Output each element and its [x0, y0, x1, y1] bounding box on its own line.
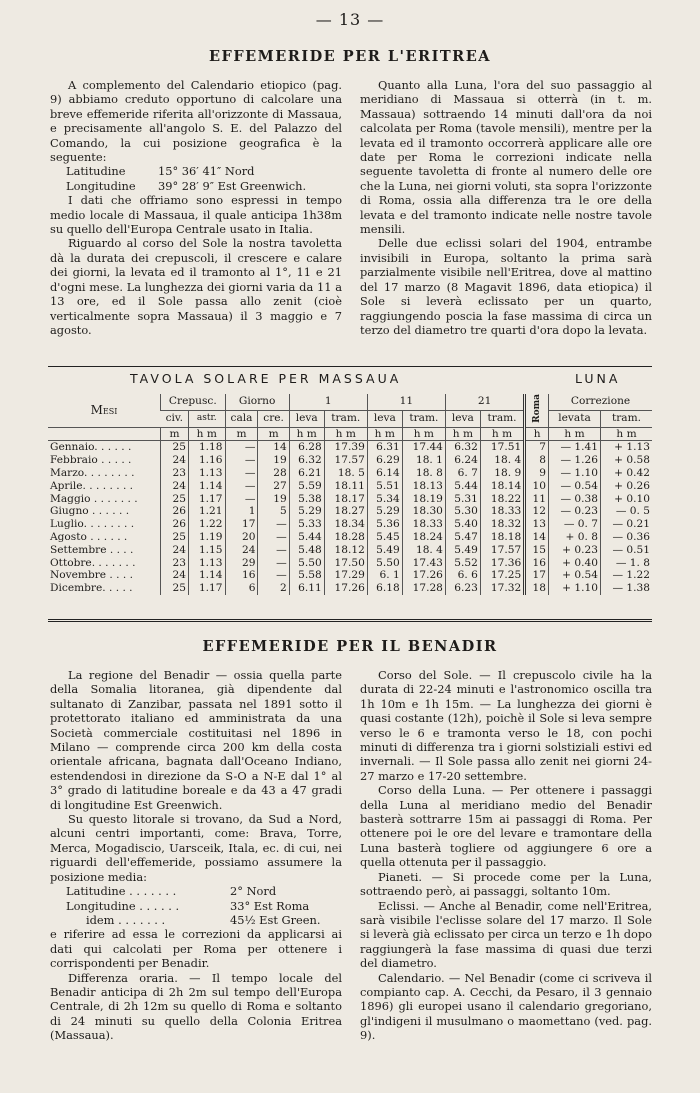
- cell-astr: 1.19: [189, 531, 226, 544]
- table-row: [48, 467, 652, 480]
- benadir-moon-paragraph: Corso della Luna. — Per ottenere i passaggi della Luna al meridiano medio del Benadir basterà sottrarre 15m ai passaggi di Roma. Per ottenere poi le ore del levare e tramontare della Luna basterà togliere od aggiungere 6 ore a quella ottenuta per il passaggio.: [360, 783, 652, 870]
- cell-cala: —: [225, 467, 258, 480]
- cell-civ: 24: [161, 454, 189, 467]
- cell-cala: —: [225, 493, 258, 506]
- cell-cala: 17: [225, 518, 258, 531]
- benadir-planets-paragraph: Pianeti. — Si procede come per la Luna, sottraendo però, ai passaggi, soltanto 10m.: [360, 869, 652, 899]
- cell-t21: 18.33: [480, 505, 524, 518]
- col-levata: levata: [549, 410, 601, 427]
- cell-l11: 6.18: [367, 582, 402, 595]
- table-row: [48, 480, 652, 493]
- cell-lev: + 0. 8: [549, 531, 601, 544]
- cell-tra: — 0.36: [601, 531, 653, 544]
- cell-lev: — 0. 7: [549, 518, 601, 531]
- cell-l1: 6.21: [289, 467, 324, 480]
- table-row: [48, 441, 652, 454]
- cell-t11: 18.30: [402, 505, 445, 518]
- cell-l1: 5.29: [289, 505, 324, 518]
- cell-l11: 6. 1: [367, 569, 402, 582]
- benadir-region-paragraph: La regione del Benadir — ossia quella parte della Somalia litoranea, già dipendente dal sultanato di Zanzibar, passata nel 1891 sotto il protettorato italiano ed amministrata da una Società commerciale costituitasi nel 1896 in Milano — comprende circa 200 km della costa orientale africana, bagnata dall'Oceano Indiano, estendendosi in direzione da S-O a N-E dal 1° al 3° grado di latitudine boreale e da 43 a 47 gradi di longitudine Est Greenwich.: [50, 668, 342, 812]
- cell-civ: 25: [161, 441, 189, 454]
- cell-lev: — 0.54: [549, 480, 601, 493]
- cell-roma: 15: [525, 544, 549, 557]
- col-tram-21: tram.: [480, 410, 524, 427]
- cell-l11: 5.51: [367, 480, 402, 493]
- cell-lev: — 1.26: [549, 454, 601, 467]
- eritrea-right-column: [360, 78, 652, 337]
- cell-cre: 5: [258, 505, 289, 518]
- table-top-rule: [48, 366, 652, 367]
- cell-civ: 24: [161, 569, 189, 582]
- cell-mese: Gennaio. . . . . .: [50, 441, 132, 454]
- col-tram-11: tram.: [402, 410, 445, 427]
- cell-l1: 5.33: [289, 518, 324, 531]
- cell-l21: 5.52: [445, 557, 480, 570]
- cell-lev: + 1.10: [549, 582, 601, 595]
- cell-l1: 5.44: [289, 531, 324, 544]
- solar-table-body: [48, 441, 652, 595]
- cell-roma: 8: [525, 454, 549, 467]
- col-day-11: 11: [367, 394, 445, 410]
- cell-t1: 17.50: [324, 557, 367, 570]
- cell-l11: 5.50: [367, 557, 402, 570]
- cell-t1: 18.27: [324, 505, 367, 518]
- cell-l21: 6. 6: [445, 569, 480, 582]
- cell-civ: 25: [161, 531, 189, 544]
- cell-cala: —: [225, 480, 258, 493]
- cell-lev: + 0.23: [549, 544, 601, 557]
- cell-l21: 5.40: [445, 518, 480, 531]
- cell-lev: — 0.38: [549, 493, 601, 506]
- benadir-title: EFFEMERIDE PER IL BENADIR: [202, 638, 498, 655]
- eritrea-left-column: [50, 78, 342, 337]
- table-row: [48, 544, 652, 557]
- cell-roma: 12: [525, 505, 549, 518]
- cell-cala: 16: [225, 569, 258, 582]
- cell-l1: 6.32: [289, 454, 324, 467]
- col-mesi: Mesi: [48, 394, 161, 427]
- cell-civ: 24: [161, 480, 189, 493]
- cell-t1: 18.12: [324, 544, 367, 557]
- cell-t1: 18.34: [324, 518, 367, 531]
- col-leva-1: leva: [289, 410, 324, 427]
- solar-table: Mesi Crepusc. Giorno 1 11 21 Roma Correzione civ. astr. cala cre. leva tram. leva tram. leva tram. levata tram. m h m m m h m h m h m h m h m h m h h m h m Gennaio. . . . . . 25 1.18 — 14 6.28 17.39 6.31 17.44 6.32 17.51 7 — 1.41 + 1.13 Febbraio . . . . . 24 1.16 — 19 6.32 17.57 6.29 18. 1 6.24 18. 4 8 — 1.26 + 0.58 Marzo. . . . . . . . 23 1.13 — 28 6.21 18. 5 6.14 18. 8 6. 7 18. 9 9 — 1.10 + 0.42 Aprile. . . . . . . . 24 1.14 — 27 5.59 18.11 5.51 18.13 5.44 18.14 10 — 0.54 + 0.26 Maggio . . . . . . . 25 1.17 — 19 5.38 18.17 5.34 18.19 5.31 18.22 11 — 0.38 + 0.10 Giugno . . . . . . 26 1.21 1 5 5.29 18.27 5.29 18.30 5.30 18.33 12 — 0.23 — 0. 5 Luglio. . . . . . . . 26 1.22 17 — 5.33 18.34 5.36 18.33 5.40 18.32 13 — 0. 7 — 0.21 Agosto . . . . . . 25 1.19 20 — 5.44 18.28 5.45 18.24 5.47 18.18 14 + 0. 8 — 0.36 Settembre . . . . 24 1.15 24 — 5.48 18.12 5.49 18. 4 5.49 17.57 15 + 0.23 — 0.51 Ottobre. . . . . . . 23 1.13 29 — 5.50 17.50 5.50 17.43 5.52 17.36 16 + 0.40 — 1. 8 Novembre . . . . 24 1.14 16 — 5.58 17.29 6. 1 17.26 6. 6 17.25 17 + 0.54 — 1.22 Dicembre. . . . . 25 1.17 6 2 6.11 17.26 6.18 17.28 6.23 17.32 18 + 1.10 — 1.38: [50, 394, 650, 595]
- table-title-moon: LUNA: [575, 371, 621, 386]
- cell-t21: 18.32: [480, 518, 524, 531]
- cell-civ: 24: [161, 544, 189, 557]
- cell-l1: 5.38: [289, 493, 324, 506]
- cell-cre: —: [258, 544, 289, 557]
- cell-t1: 17.57: [324, 454, 367, 467]
- cell-civ: 25: [161, 582, 189, 595]
- eritrea-eclipse-paragraph: Delle due eclissi solari del 1904, entrambe invisibili in Europa, soltanto la prima sarà parzialmente visibile nell'Eritrea, dove al mattino del 17 marzo (8 Magavit 1896, data etiopica) il Sole si leverà eclissato per un quarto, raggiungendo poscia la fase massima di circa un terzo del diametro tre quarti d'ora dopo la levata.: [360, 236, 652, 337]
- table-title-sun: TAVOLA SOLARE PER MASSAUA: [130, 371, 402, 386]
- cell-astr: 1.13: [189, 467, 226, 480]
- table-row: [48, 569, 652, 582]
- cell-cre: —: [258, 531, 289, 544]
- cell-tra: + 0.58: [601, 454, 653, 467]
- cell-cre: 2: [258, 582, 289, 595]
- cell-t21: 18.14: [480, 480, 524, 493]
- cell-mese: Maggio . . . . . . .: [50, 492, 138, 505]
- cell-roma: 7: [525, 441, 549, 454]
- cell-tra: + 0.42: [601, 467, 653, 480]
- benadir-left-column: [50, 668, 342, 1043]
- col-astr: astr.: [189, 410, 226, 427]
- cell-tra: — 1.38: [601, 582, 653, 595]
- cell-mese: Febbraio . . . . .: [50, 454, 132, 467]
- cell-mese: Ottobre. . . . . . .: [50, 556, 136, 569]
- cell-civ: 26: [161, 518, 189, 531]
- cell-tra: — 0.21: [601, 518, 653, 531]
- cell-cre: —: [258, 569, 289, 582]
- col-civ: civ.: [161, 410, 189, 427]
- cell-t21: 17.51: [480, 441, 524, 454]
- cell-roma: 10: [525, 480, 549, 493]
- cell-t11: 17.44: [402, 441, 445, 454]
- cell-t21: 17.32: [480, 582, 524, 595]
- col-giorno: Giorno: [225, 394, 289, 410]
- table-row: [48, 454, 652, 467]
- benadir-correction-paragraph: e riferire ad essa le correzioni da applicarsi ai dati qui calcolati per Roma per ottenere i corrispondenti per Benadir.: [50, 927, 342, 971]
- col-day-1: 1: [289, 394, 367, 410]
- cell-cre: 19: [258, 493, 289, 506]
- cell-t21: 18.18: [480, 531, 524, 544]
- cell-l11: 6.31: [367, 441, 402, 454]
- cell-astr: 1.14: [189, 480, 226, 493]
- cell-l21: 5.44: [445, 480, 480, 493]
- cell-t1: 18.28: [324, 531, 367, 544]
- cell-t11: 18.33: [402, 518, 445, 531]
- cell-astr: 1.22: [189, 518, 226, 531]
- eritrea-intro-paragraph: A complemento del Calendario etiopico (pag. 9) abbiamo creduto opportuno di calcolare una breve effemeride riferita all'orizzonte di Massaua, e precisamente all'angolo S. E. del Palazzo del Comando, la cui posizione geografica è la seguente:: [50, 78, 342, 165]
- cell-cre: 27: [258, 480, 289, 493]
- cell-l21: 5.30: [445, 505, 480, 518]
- cell-l11: 5.29: [367, 505, 402, 518]
- cell-t1: 18. 5: [324, 467, 367, 480]
- cell-civ: 25: [161, 493, 189, 506]
- cell-roma: 14: [525, 531, 549, 544]
- cell-cala: 1: [225, 505, 258, 518]
- cell-astr: 1.14: [189, 569, 226, 582]
- cell-l21: 5.31: [445, 493, 480, 506]
- cell-t1: 18.11: [324, 480, 367, 493]
- benadir-sun-paragraph: Corso del Sole. — Il crepuscolo civile ha la durata di 22-24 minuti e l'astronomico oscilla tra 1h 10m e 1h 15m. — La lunghezza dei giorni è quasi costante (12h), poichè il Sole si leva sempre verso le 6 e tramonta verso le 18, con pochi minuti di differenza tra i giorni solstiziali estivi ed invernali. — Il Sole passa allo zenit nei giorni 24-27 marzo e 17-20 settembre.: [360, 668, 652, 783]
- cell-tra: + 0.10: [601, 493, 653, 506]
- cell-l11: 6.29: [367, 454, 402, 467]
- col-cre: cre.: [258, 410, 289, 427]
- cell-roma: 18: [525, 582, 549, 595]
- cell-mese: Marzo. . . . . . . .: [50, 467, 135, 480]
- cell-l21: 6.23: [445, 582, 480, 595]
- cell-tra: + 0.26: [601, 480, 653, 493]
- table-row: [48, 557, 652, 570]
- table-row: [48, 493, 652, 506]
- col-day-21: 21: [445, 394, 524, 410]
- cell-cre: 14: [258, 441, 289, 454]
- cell-cre: 28: [258, 467, 289, 480]
- cell-tra: — 0. 5: [601, 505, 653, 518]
- cell-astr: 1.15: [189, 544, 226, 557]
- cell-t21: 18.22: [480, 493, 524, 506]
- cell-mese: Aprile. . . . . . . .: [50, 479, 134, 492]
- page-number: — 13 —: [315, 10, 385, 29]
- cell-t11: 18. 8: [402, 467, 445, 480]
- cell-t11: 18. 4: [402, 544, 445, 557]
- table-row: [48, 505, 652, 518]
- table-row: [48, 518, 652, 531]
- cell-t11: 18.13: [402, 480, 445, 493]
- benadir-longitude: Longitudine . . . . . . 33° Est Roma: [66, 898, 310, 913]
- cell-astr: 1.17: [189, 582, 226, 595]
- cell-cala: —: [225, 441, 258, 454]
- cell-civ: 26: [161, 505, 189, 518]
- cell-t11: 18.24: [402, 531, 445, 544]
- cell-t1: 17.26: [324, 582, 367, 595]
- cell-cre: —: [258, 557, 289, 570]
- eritrea-moon-paragraph: Quanto alla Luna, l'ora del suo passaggio al meridiano di Massaua si otterrà (in t. m. Massaua) sottraendo 14 minuti dall'ora da noi calcolata per Roma (tavole mensili), mentre per la levata ed il tramonto occorrerà applicare alle ore date per Roma le correzioni indicate nella seguente tavoletta di fronte al numero delle ore che la Luna, nei giorni voluti, sta sopra l'orizzonte di Roma, ossia alla differenza tra le ore della levata e del tramonto indicate nelle nostre tavole mensili.: [360, 78, 652, 237]
- col-leva-21: leva: [445, 410, 480, 427]
- benadir-eclipse-paragraph: Eclissi. — Anche al Benadir, come nell'Eritrea, sarà visibile l'eclisse solare del 17 marzo. Il Sole si leverà già eclissato per circa un terzo e 1h dopo raggiungerà la fase massima di quasi due terzi del diametro.: [360, 898, 652, 971]
- cell-lev: — 0.23: [549, 505, 601, 518]
- cell-roma: 17: [525, 569, 549, 582]
- cell-roma: 11: [525, 493, 549, 506]
- cell-t21: 17.57: [480, 544, 524, 557]
- cell-mese: Giugno . . . . . .: [50, 505, 130, 518]
- eritrea-time-paragraph: I dati che offriamo sono espressi in tempo medio locale di Massaua, il quale anticipa 1h38m su quello dell'Europa Centrale usato in Italia.: [50, 193, 342, 237]
- cell-cala: 29: [225, 557, 258, 570]
- cell-t11: 17.26: [402, 569, 445, 582]
- benadir-latitude: Latitudine . . . . . . . 2° Nord: [66, 884, 277, 899]
- cell-astr: 1.17: [189, 493, 226, 506]
- cell-t11: 17.43: [402, 557, 445, 570]
- col-leva-11: leva: [367, 410, 402, 427]
- cell-t1: 18.17: [324, 493, 367, 506]
- cell-mese: Luglio. . . . . . . .: [50, 518, 135, 531]
- cell-tra: — 1.22: [601, 569, 653, 582]
- cell-t11: 17.28: [402, 582, 445, 595]
- cell-l21: 6. 7: [445, 467, 480, 480]
- cell-cre: —: [258, 518, 289, 531]
- col-cala: cala: [225, 410, 258, 427]
- cell-t21: 18. 4: [480, 454, 524, 467]
- cell-mese: Settembre . . . .: [50, 543, 134, 556]
- cell-lev: + 0.54: [549, 569, 601, 582]
- cell-mese: Agosto . . . . . .: [50, 531, 128, 544]
- cell-l11: 5.34: [367, 493, 402, 506]
- col-tram-1: tram.: [324, 410, 367, 427]
- cell-l21: 6.32: [445, 441, 480, 454]
- cell-tra: + 1.13: [601, 441, 653, 454]
- cell-t11: 18.19: [402, 493, 445, 506]
- benadir-right-column: [360, 668, 652, 1043]
- cell-civ: 23: [161, 557, 189, 570]
- cell-l1: 5.58: [289, 569, 324, 582]
- cell-roma: 13: [525, 518, 549, 531]
- cell-civ: 23: [161, 467, 189, 480]
- cell-l21: 5.47: [445, 531, 480, 544]
- cell-t11: 18. 1: [402, 454, 445, 467]
- col-roma: Roma: [525, 394, 549, 427]
- cell-t1: 17.39: [324, 441, 367, 454]
- cell-astr: 1.21: [189, 505, 226, 518]
- cell-l11: 5.45: [367, 531, 402, 544]
- cell-cala: —: [225, 454, 258, 467]
- benadir-longitude-greenwich: idem . . . . . . . 45½ Est Green.: [86, 912, 321, 927]
- cell-t21: 18. 9: [480, 467, 524, 480]
- cell-astr: 1.16: [189, 454, 226, 467]
- eritrea-title: EFFEMERIDE PER L'ERITREA: [208, 48, 492, 65]
- col-crepusc: Crepusc.: [161, 394, 225, 410]
- cell-lev: + 0.40: [549, 557, 601, 570]
- cell-t21: 17.36: [480, 557, 524, 570]
- cell-astr: 1.13: [189, 557, 226, 570]
- eritrea-longitude: Longitudine 39° 28′ 9″ Est Greenwich.: [66, 178, 307, 193]
- cell-l1: 5.50: [289, 557, 324, 570]
- cell-mese: Novembre . . . .: [50, 569, 134, 582]
- eritrea-latitude: Latitudine 15° 36′ 41″ Nord: [66, 164, 255, 179]
- cell-cre: 19: [258, 454, 289, 467]
- cell-l21: 5.49: [445, 544, 480, 557]
- benadir-centres-paragraph: Su questo litorale si trovano, da Sud a Nord, alcuni centri importanti, come: Brava, Torre, Merca, Mogadiscio, Uarsceik, Itala, ec. di cui, nei riguardi dell'effemeride, possiamo assumere la posizione media:: [50, 812, 342, 884]
- benadir-calendar-paragraph: Calendario. — Nel Benadir (come ci scriveva il compianto cap. A. Cecchi, da Pesaro, il 3 gennaio 1896) gli europei usano il calendario gregoriano, gl'indigeni il musulmano o maomettano (ved. pag. 9).: [360, 970, 652, 1043]
- cell-l11: 5.49: [367, 544, 402, 557]
- cell-astr: 1.18: [189, 441, 226, 454]
- cell-tra: — 1. 8: [601, 557, 653, 570]
- cell-mese: Dicembre. . . . .: [50, 582, 133, 595]
- cell-cala: 24: [225, 544, 258, 557]
- eritrea-sun-paragraph: Riguardo al corso del Sole la nostra tavoletta dà la durata dei crepuscoli, il crescere e calare dei giorni, la levata ed il tramonto al 1°, 11 e 21 d'ogni mese. La lunghezza dei giorni varia da 11 a 13 ore, ed il Sole passa allo zenit (cioè verticalmente sopra Massaua) il 3 maggio e 7 agosto.: [50, 236, 342, 337]
- cell-l1: 6.28: [289, 441, 324, 454]
- cell-lev: — 1.10: [549, 467, 601, 480]
- cell-l1: 5.48: [289, 544, 324, 557]
- cell-tra: — 0.51: [601, 544, 653, 557]
- cell-l1: 6.11: [289, 582, 324, 595]
- col-tram-moon: tram.: [601, 410, 653, 427]
- cell-t1: 17.29: [324, 569, 367, 582]
- cell-l11: 5.36: [367, 518, 402, 531]
- cell-l11: 6.14: [367, 467, 402, 480]
- table-row: [48, 582, 652, 595]
- cell-lev: — 1.41: [549, 441, 601, 454]
- cell-roma: 9: [525, 467, 549, 480]
- cell-cala: 20: [225, 531, 258, 544]
- cell-l21: 6.24: [445, 454, 480, 467]
- cell-t21: 17.25: [480, 569, 524, 582]
- table-row: [48, 531, 652, 544]
- cell-l1: 5.59: [289, 480, 324, 493]
- col-correzione: Correzione: [549, 394, 652, 410]
- cell-roma: 16: [525, 557, 549, 570]
- table-bottom-rule: [48, 619, 652, 622]
- benadir-time-difference-paragraph: Differenza oraria. — Il tempo locale del Benadir anticipa di 2h 2m sul tempo dell'Europa Centrale, di 2h 12m su quello di Roma e soltanto di 24 minuti su quello della Colonia Eritrea (Massaua).: [50, 970, 342, 1043]
- cell-cala: 6: [225, 582, 258, 595]
